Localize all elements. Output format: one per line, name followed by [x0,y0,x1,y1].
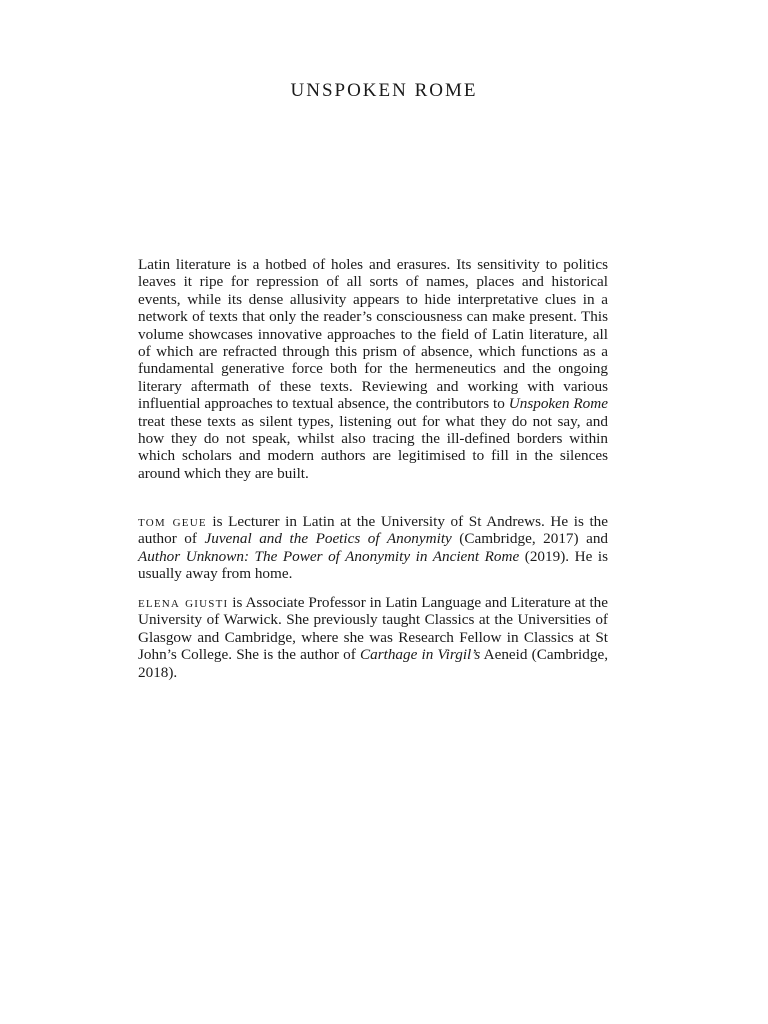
bio-text-1: is Lecturer in Latin at the University of St Andrews. He is the author of [138,513,608,548]
page-title: UNSPOKEN ROME [290,80,478,101]
author-bio-tom-geue [138,513,608,583]
bio-text-2: (Cambridge, 2017) and [451,530,609,548]
author-name-tom-geue: tom geue [138,513,207,530]
author-bio-elena-giusti [138,594,608,681]
book-title-author-unknown: Author Unknown: The Power of Anonymity in Ancient Rome [138,547,520,565]
description-text-part2: treat these texts as silent types, listening out for what they do not say, and how they do not speak, whilst also tracing the ill-defined borders within which scholars and modern authors are legitimised to fill in the silences around which they are built. [138,412,608,482]
description-text-part1: Latin literature is a hotbed of holes and erasures. Its sensitivity to politics leaves it ripe for repression of all sorts of names, places and historical events, while its dense allusivity appears to hide interpretative clues in a network of texts that only the reader’s consciousness can make present. This volume showcases innovative approaches to the field of Latin literature, all of which are refracted through this prism of absence, which functions as a fundamental generative force both for the hermeneutics and the ongoing literary aftermath of these texts. Reviewing and working with various influential approaches to textual absence, the contributors to [138,256,608,413]
bio-text-2: (Cambridge, 2018). [138,646,608,681]
book-title-juvenal: Juvenal and the Poetics of Anonymity [204,530,452,548]
book-title-italic: Unspoken Rome [508,395,608,413]
author-name-elena-giusti: elena giusti [138,594,229,611]
book-title-carthage: Carthage in Virgil’s [359,646,481,664]
bio-text-3: (2019). He is usually away from home. [138,547,608,583]
book-description [138,256,608,482]
book-title-aeneid: Aeneid [480,646,528,664]
bio-text-1: is Associate Professor in Latin Language and Literature at the University of Warwick. She previously taught Classics at the Universities of Glasgow and Cambridge, where she was Research Fellow in Classics at St John’s College. She is the author of [138,594,608,664]
